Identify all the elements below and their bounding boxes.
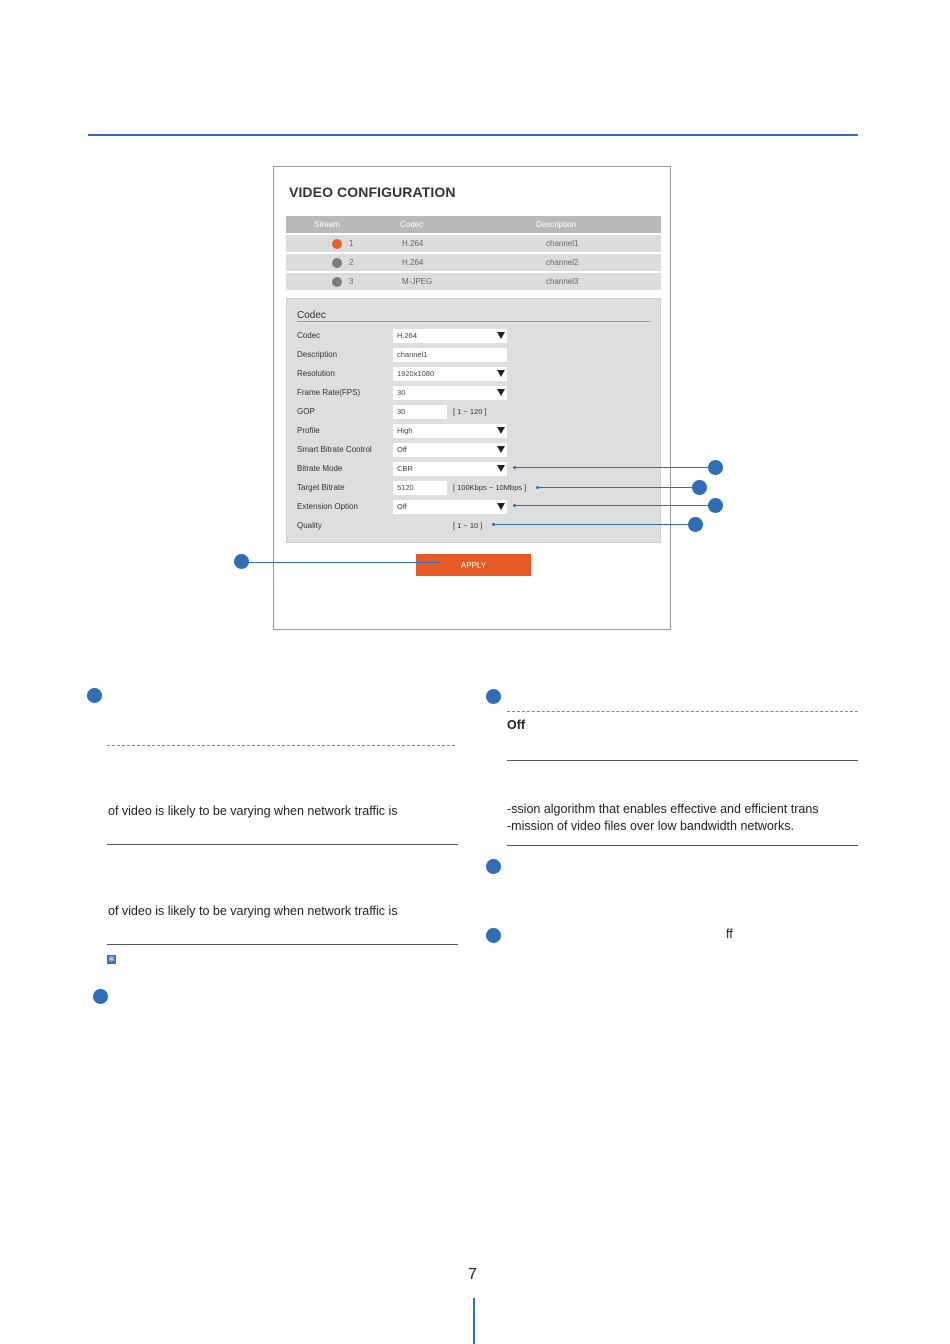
dropdown-arrow-icon [497, 389, 505, 396]
callout-line-target-bitrate [538, 487, 700, 488]
callout-line-apply [245, 562, 440, 563]
description-label: Description [297, 350, 338, 359]
video-configuration-panel [273, 166, 671, 630]
profile-label: Profile [297, 426, 320, 435]
callout-marker [234, 554, 249, 569]
extension-option-select[interactable]: Off [393, 500, 507, 514]
codec-settings-box [286, 298, 661, 543]
target-bitrate-label: Target Bitrate [297, 483, 345, 492]
callout-tick [536, 486, 539, 489]
off-label: Off [507, 718, 526, 732]
right-text-line: -mission of video files over low bandwidth networks. [507, 819, 794, 833]
page-number: 7 [468, 1266, 477, 1283]
quality-label: Quality [297, 521, 322, 530]
dropdown-arrow-icon [497, 332, 505, 339]
stream-description: channel2 [546, 258, 579, 267]
callout-marker [692, 480, 707, 495]
stream-codec: H.264 [402, 239, 424, 248]
callout-marker [688, 517, 703, 532]
stream-description: channel3 [546, 277, 579, 286]
callout-line-extension-option [515, 505, 715, 506]
section-marker [87, 688, 102, 703]
bitrate-mode-select[interactable]: CBR [393, 462, 507, 476]
header-stream: Stream [314, 220, 340, 229]
callout-tick [513, 466, 516, 469]
resolution-label: Resolution [297, 369, 335, 378]
callout-marker [708, 498, 723, 513]
bitrate-mode-label: Bitrate Mode [297, 464, 343, 473]
dropdown-arrow-icon [497, 427, 505, 434]
stream-codec: M-JPEG [402, 277, 433, 286]
dashed-divider [107, 745, 455, 746]
frame-rate-label: Frame Rate(FPS) [297, 388, 361, 397]
dashed-divider [507, 711, 858, 712]
stream-radio[interactable] [332, 239, 342, 249]
header-description: Description [536, 220, 577, 229]
gop-range: [ 1 ~ 120 ] [453, 407, 487, 416]
target-bitrate-input[interactable]: 5120 [393, 481, 447, 495]
frame-rate-select[interactable]: 30 [393, 386, 507, 400]
left-text-line: of video is likely to be varying when network traffic is [108, 904, 398, 918]
stream-radio[interactable] [332, 258, 342, 268]
codec-label: Codec [297, 331, 321, 340]
stream-table [286, 216, 661, 290]
stream-radio[interactable] [332, 277, 342, 287]
quality-range: [ 1 ~ 10 ] [453, 521, 483, 530]
header-rule [88, 134, 858, 136]
callout-tick [492, 523, 495, 526]
section-marker [486, 859, 501, 874]
solid-divider [507, 845, 858, 846]
profile-select[interactable]: High [393, 424, 507, 438]
stream-description: channel1 [546, 239, 579, 248]
apply-button[interactable]: APPLY [416, 554, 531, 576]
codec-select[interactable]: H.264 [393, 329, 507, 343]
section-marker [93, 989, 108, 1004]
dropdown-arrow-icon [497, 446, 505, 453]
codec-section-title: Codec [297, 310, 326, 321]
target-bitrate-range: [ 100Kbps ~ 10Mbps ] [453, 483, 527, 492]
ff-text: ff [726, 927, 733, 941]
header-codec: Codec [400, 220, 424, 229]
footer-line [473, 1298, 475, 1344]
callout-line-bitrate-mode [515, 467, 715, 468]
right-text-line: -ssion algorithm that enables effective and efficient trans [507, 802, 819, 816]
smart-bitrate-label: Smart Bitrate Control [297, 445, 372, 454]
quality-input [393, 519, 447, 533]
stream-codec: H.264 [402, 258, 424, 267]
dropdown-arrow-icon [497, 370, 505, 377]
table-row[interactable] [286, 273, 661, 290]
left-text-line: of video is likely to be varying when network traffic is [108, 804, 398, 818]
stream-number: 2 [349, 257, 354, 267]
stream-table-header [286, 216, 661, 233]
gop-label: GOP [297, 407, 315, 416]
extension-option-label: Extension Option [297, 502, 358, 511]
solid-divider [507, 760, 858, 761]
callout-tick [513, 504, 516, 507]
table-row[interactable] [286, 235, 661, 252]
codec-section-rule [297, 321, 650, 322]
callout-line-quality [494, 524, 694, 525]
gop-input[interactable]: 30 [393, 405, 447, 419]
stream-number: 1 [349, 238, 354, 248]
solid-divider [107, 844, 458, 845]
description-input[interactable]: channel1 [393, 348, 507, 362]
dropdown-arrow-icon [497, 503, 505, 510]
callout-marker [708, 460, 723, 475]
table-row[interactable] [286, 254, 661, 271]
panel-title: VIDEO CONFIGURATION [289, 184, 456, 200]
solid-divider [107, 944, 458, 945]
dropdown-arrow-icon [497, 465, 505, 472]
resolution-select[interactable]: 1920x1080 [393, 367, 507, 381]
section-marker [486, 689, 501, 704]
note-icon: ※ [108, 955, 115, 964]
section-marker [486, 928, 501, 943]
stream-number: 3 [349, 276, 354, 286]
smart-bitrate-select[interactable]: Off [393, 443, 507, 457]
